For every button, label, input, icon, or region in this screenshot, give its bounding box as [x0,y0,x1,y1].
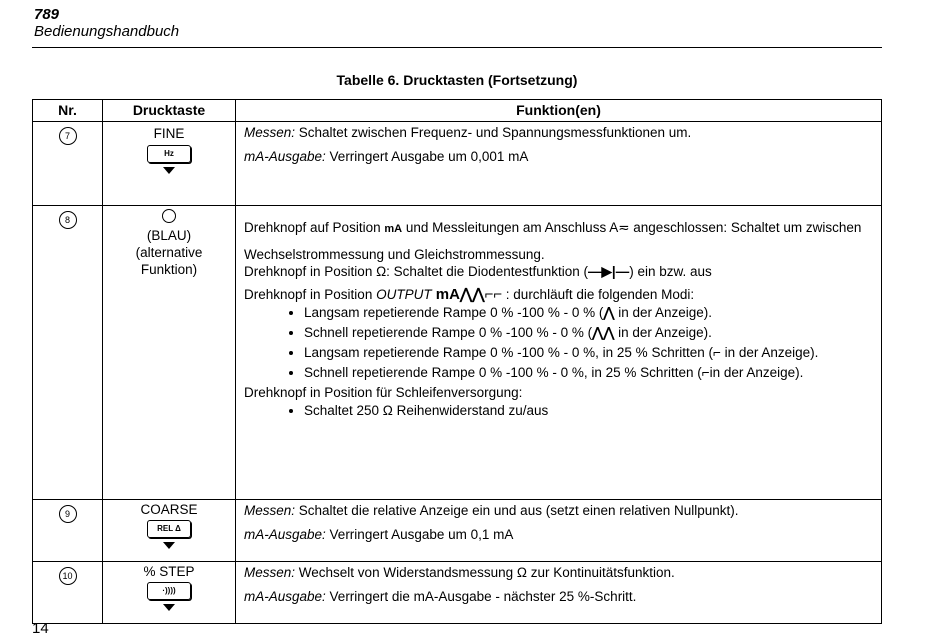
list-item: • Schaltet 250 Ω Reihenwiderstand zu/aus [304,403,873,419]
table-header-row [33,100,882,122]
key-sublabel: Funktion) [140,262,198,277]
function-text: : Schaltet die Diodentestfunktion ( [386,264,589,279]
output-label: OUTPUT [376,287,432,302]
table-row [33,122,882,206]
function-text: Schaltet die relative Anzeige ein und aus (setzt einen relativen Nullpunkt). [295,503,739,518]
page-number: 14 [32,620,49,637]
row-number [33,562,103,624]
function-text: Wechselt von Widerstandsmessung Ω zur Kontinuitätsfunktion. [295,565,675,580]
mode-label: Messen: [244,503,296,518]
key-cell [103,122,236,206]
function-text: : durchläuft die folgenden Modi: [502,287,695,302]
ma-dial-icon: mA [384,223,403,235]
document-header [34,6,179,41]
function-text: Schaltet zwischen Frequenz- und Spannungsmessfunktionen um. [295,125,692,140]
function-cell [236,562,882,624]
ac-dc-icon: ≂ [618,220,630,235]
blue-button-icon [162,209,176,223]
function-text: Verringert Ausgabe um 0,001 mA [325,149,529,164]
mode-label: mA-Ausgabe: [244,149,326,164]
hz-button-icon: Hz [147,145,191,163]
function-text: ) ein bzw. aus [629,264,712,279]
continuity-button-icon: ·)))) [147,582,191,600]
mode-label: Messen: [244,565,296,580]
list-item: • Langsam repetierende Rampe 0 % -100 % - 0 %, in 25 % Schritten (⌐ in der Anzeige). [304,345,873,361]
list-item: • Schnell repetierende Rampe 0 % -100 % - 0 %, in 25 % Schritten (⌐in der Anzeige). [304,365,873,381]
key-cell [103,500,236,562]
key-label: FINE [153,126,185,141]
row-number [33,206,103,500]
mode-label: mA-Ausgabe: [244,527,326,542]
slow-ramp-icon: ⋀ [603,305,615,320]
col-header-function: Funktion(en) [236,100,882,122]
col-header-key: Drucktaste [103,100,236,122]
table-caption: Tabelle 6. Drucktasten (Fortsetzung) [336,72,578,88]
table-row [33,562,882,624]
function-text: Drehknopf in Position für Schleifenversorgung: [244,385,523,400]
table-row [33,206,882,500]
table-row [33,500,882,562]
slow-step-icon: ⌐ [712,345,721,360]
key-sublabel: (alternative [135,245,203,260]
list-item: • Langsam repetierende Rampe 0 % -100 % - 0 % (⋀ in der Anzeige). [304,305,873,321]
key-label: % STEP [143,564,195,579]
diode-icon: —▶|— [588,264,630,279]
function-text: Wechselstrommessung und Gleichstrommessung. [244,247,545,262]
list-item: • Schnell repetierende Rampe 0 % -100 % - 0 % (⋀⋀ in der Anzeige). [304,325,873,341]
function-text: Verringert die mA-Ausgabe - nächster 25 %-Schritt. [325,589,637,604]
header-rule [32,47,882,48]
key-label: (BLAU) [146,228,192,243]
down-arrow-icon [163,604,175,611]
function-cell [236,122,882,206]
row-number [33,500,103,562]
loop-list [244,403,873,419]
ma-output-icon: mA⋀⋀⌐⌐ [431,286,503,303]
key-cell [103,562,236,624]
circled-number: 8 [59,211,77,229]
rel-delta-button-icon: REL Δ [147,520,191,538]
down-arrow-icon [163,542,175,549]
circled-number: 9 [59,505,77,523]
mode-label: Messen: [244,125,296,140]
mode-label: mA-Ausgabe: [244,589,326,604]
function-cell [236,206,882,500]
fast-ramp-icon: ⋀⋀ [592,325,615,340]
function-text: Drehknopf in Position [244,287,377,302]
function-text: Verringert Ausgabe um 0,1 mA [325,527,514,542]
circled-number: 7 [59,127,77,145]
pushbutton-table [32,99,882,624]
row-number [33,122,103,206]
key-label: COARSE [140,502,198,517]
col-header-nr: Nr. [33,100,103,122]
model-number: 789 [34,6,60,23]
function-text: Drehknopf in Position [244,264,377,279]
down-arrow-icon [163,167,175,174]
function-text: angeschlossen: Schaltet um zwischen [629,220,862,235]
function-text: und Messleitungen am Anschluss A [402,220,619,235]
function-cell [236,500,882,562]
function-text: Drehknopf auf Position [244,220,385,235]
manual-title: Bedienungshandbuch [34,23,180,40]
ohm-dial-icon: Ω [376,264,387,279]
circled-number: 10 [59,567,77,585]
fast-step-icon: ⌐ [701,365,710,380]
key-cell [103,206,236,500]
mode-list [244,305,873,381]
